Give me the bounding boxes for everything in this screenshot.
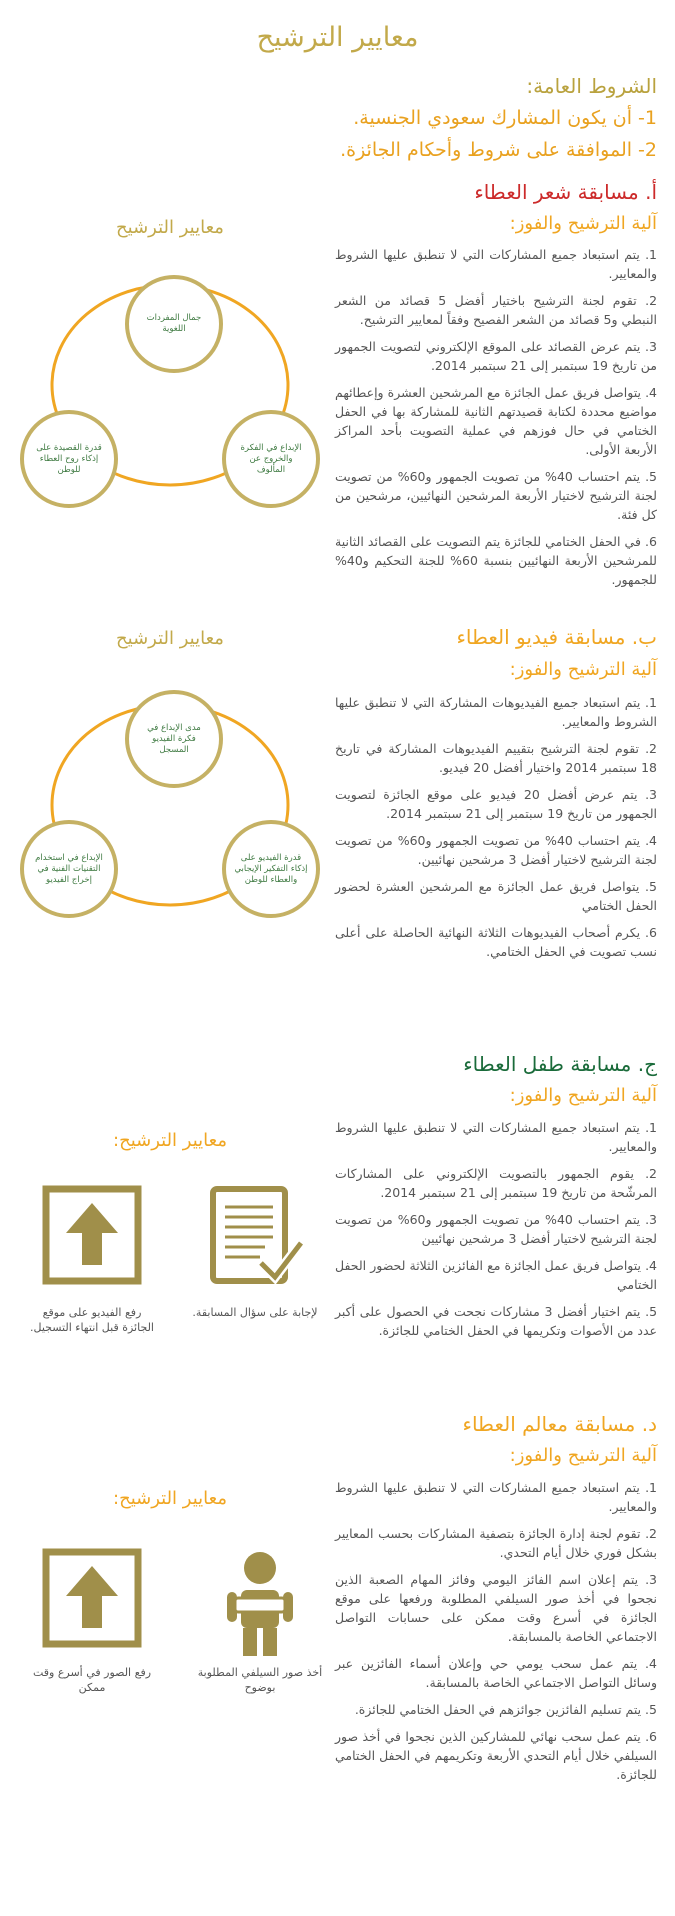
list-item: 4. يتواصل فريق عمل الجائزة مع الفائزين الثلاثة لحضور الحفل الختامي bbox=[335, 1258, 657, 1292]
section-title-poetry: أ. مسابقة شعر العطاء bbox=[474, 180, 657, 204]
landmarks-items bbox=[335, 1478, 657, 1792]
list-item: 2. تقوم لجنة الترشيح بتقييم الفيديوهات المشاركة في تاريخ 18 سبتمبر 2014 واختيار أفضل 20 فيديو. bbox=[335, 741, 657, 775]
general-item: 1- أن يكون المشارك سعودي الجنسية. bbox=[353, 107, 657, 129]
video-items bbox=[335, 693, 657, 969]
list-item: 6. في الحفل الختامي للجائزة يتم التصويت على القصائد الثانية للمرشحين الأربعة النهائيين بنسبة 60% للجنة التحكيم و40% للجمهور. bbox=[335, 534, 657, 587]
criteria-title: معايير الترشيح bbox=[116, 217, 224, 238]
section-subtitle: آلية الترشيح والفوز: bbox=[509, 213, 657, 234]
page-title: معايير الترشيح bbox=[256, 22, 419, 53]
general-heading: الشروط العامة: bbox=[526, 74, 657, 98]
list-item: 3. يتم عرض القصائد على الموقع الإلكتروني لتصويت الجمهور من تاريخ 19 سبتمبر إلى 21 سبتمبر 2014. bbox=[335, 339, 657, 373]
list-item: 5. يتم تسليم الفائزين جوائزهم في الحفل الختامي للجائزة. bbox=[354, 1702, 657, 1717]
section-title-landmarks: د. مسابقة معالم العطاء bbox=[462, 1412, 657, 1436]
section-title-video: ب. مسابقة فيديو العطاء bbox=[456, 625, 657, 649]
icon-caption: لإجابة على سؤال المسابقة. bbox=[192, 1306, 318, 1319]
icon-caption: رفع الفيديو على موقع الجائزة قبل انتهاء التسجيل. bbox=[30, 1306, 154, 1334]
list-item: 2. تقوم لجنة إدارة الجائزة بتصفية المشاركات بحسب المعايير بشكل فوري خلال أيام التحدي. bbox=[335, 1526, 657, 1560]
poetry-items bbox=[335, 245, 657, 597]
upload-arrow-icon bbox=[42, 1185, 142, 1285]
icon-caption: أخذ صور السيلفي المطلوبة بوضوح bbox=[197, 1666, 323, 1694]
list-item: 4. يتواصل فريق عمل الجائزة مع المرشحين العشرة وإعطائهم مواضيع محددة لكتابة قصيدتهم الثانية للمشاركة بها في الحفل الختامي في حال فوزهم في عملية التصويت بأحد المراكز الأربعة الأولى. bbox=[335, 385, 657, 457]
list-item: 6. يتم عمل سحب نهائي للمشاركين الذين نجحوا في أخذ صور السيلفي خلال أيام التحدي الأربعة وتكريمهم في الحفل الختامي للجائزة. bbox=[335, 1729, 657, 1782]
selfie-person-icon bbox=[225, 1548, 295, 1658]
list-item: 5. يتم اختيار أفضل 3 مشاركات نجحت في الحصول على أكبر عدد من الأصوات وتكريمها في الحفل الختامي للجائزة. bbox=[335, 1304, 658, 1338]
section-subtitle: آلية الترشيح والفوز: bbox=[509, 659, 657, 680]
criteria-title: معايير الترشيح: bbox=[113, 1130, 227, 1151]
document-check-icon bbox=[205, 1185, 305, 1285]
list-item: 6. يكرم أصحاب الفيديوهات الثلاثة النهائية الحاصلة على أعلى نسب تصويت في الحفل الختامي. bbox=[335, 925, 657, 959]
list-item: 3. يتم عرض أفضل 20 فيديو على موقع الجائزة لتصويت الجمهور من تاريخ 19 سبتمبر إلى 21 سبتمبر 2014. bbox=[335, 787, 657, 821]
criteria-title: معايير الترشيح: bbox=[113, 1488, 227, 1509]
list-item: 1. يتم استبعاد جميع المشاركات التي لا تنطبق عليها الشروط والمعايير. bbox=[335, 1480, 657, 1514]
general-conditions bbox=[37, 70, 657, 166]
section-title-child: ج. مسابقة طفل العطاء bbox=[463, 1052, 657, 1076]
list-item: 1. يتم استبعاد جميع المشاركات التي لا تنطبق عليها الشروط والمعايير. bbox=[335, 247, 657, 281]
criteria-title: معايير الترشيح bbox=[116, 628, 224, 649]
list-item: 4. يتم احتساب 40% من تصويت الجمهور و60% من تصويت لجنة الترشيح لاختيار أفضل 3 مرشحين نهائيين. bbox=[335, 833, 657, 867]
list-item: 1. يتم استبعاد جميع الفيديوهات المشاركة التي لا تنطبق عليها الشروط والمعايير. bbox=[335, 695, 657, 729]
criteria-circle: مدى الإبداع في فكرة الفيديو المسجل bbox=[125, 690, 223, 788]
criteria-circle: الإبداع في استخدام التقنيات الفنية في إخراج الفيديو bbox=[20, 820, 118, 918]
list-item: 2. يقوم الجمهور بالتصويت الإلكتروني على المشاركات المرشّحة من تاريخ 19 سبتمبر إلى 21 سبتمبر 2014. bbox=[335, 1166, 657, 1200]
section-subtitle: آلية الترشيح والفوز: bbox=[509, 1445, 657, 1466]
criteria-circle: قدرة الفيديو على إذكاء التفكير الإيجابي والعطاء للوطن bbox=[222, 820, 320, 918]
upload-arrow-icon bbox=[42, 1548, 142, 1648]
list-item: 1. يتم استبعاد جميع المشاركات التي لا تنطبق عليها الشروط والمعايير. bbox=[335, 1120, 657, 1154]
section-subtitle: آلية الترشيح والفوز: bbox=[509, 1085, 657, 1106]
list-item: 4. يتم عمل سحب يومي حي وإعلان أسماء الفائزين عبر وسائل التواصل الاجتماعي الخاصة بالمسابقة. bbox=[335, 1656, 657, 1690]
child-items bbox=[335, 1118, 657, 1348]
general-item: 2- الموافقة على شروط وأحكام الجائزة. bbox=[340, 139, 657, 161]
list-item: 3. يتم إعلان اسم الفائز اليومي وفائز المهام الصعبة الذين نجحوا في أخذ صور السيلفي المطلوبة ورفعها على موقع الجائزة في أسرع وقت ممكن على حسابات التواصل الاجتماعي الخاصة بالمسابقة. bbox=[335, 1572, 657, 1644]
criteria-circle: جمال المفردات اللغوية bbox=[125, 275, 223, 373]
criteria-circle: الإبداع في الفكرة والخروج عن المألوف bbox=[222, 410, 320, 508]
list-item: 3. يتم احتساب 40% من تصويت الجمهور و60% من تصويت لجنة الترشيح لاختيار أفضل 3 مرشحين نهائيين bbox=[335, 1212, 657, 1246]
criteria-circle: قدرة القصيدة على إذكاء روح العطاء للوطن bbox=[20, 410, 118, 508]
list-item: 2. تقوم لجنة الترشيح باختيار أفضل 5 قصائد من الشعر النبطي و5 قصائد من الشعر الفصيح وفقاً لمعايير الترشيح. bbox=[335, 293, 658, 327]
icon-caption: رفع الصور في أسرع وقت ممكن bbox=[32, 1666, 152, 1694]
list-item: 5. يتواصل فريق عمل الجائزة مع المرشحين العشرة لحضور الحفل الختامي bbox=[335, 879, 657, 913]
list-item: 5. يتم احتساب 40% من تصويت الجمهور و60% من تصويت لجنة الترشيح لاختيار الأربعة المرشحين النهائيين، مرشحين من كل فئة. bbox=[335, 469, 657, 522]
